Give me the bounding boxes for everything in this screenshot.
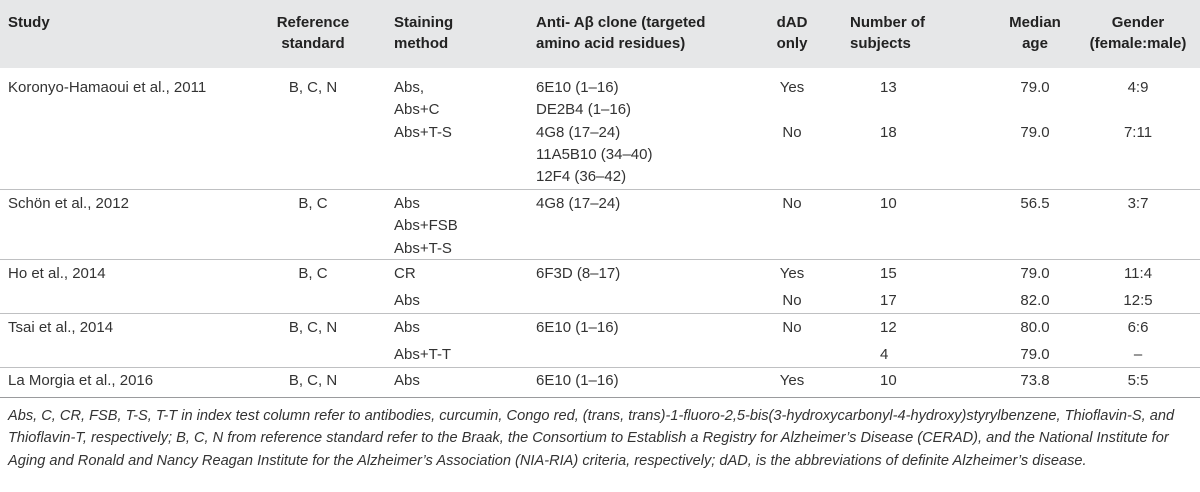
subjects-cell: 10 <box>880 372 897 389</box>
subjects-cell: 13 <box>880 79 897 96</box>
header-median-age <box>990 12 1080 54</box>
clone-line: 4G8 (17–24) <box>536 123 621 141</box>
study-cell: Koronyo-Hamaoui et al., 2011 <box>8 79 207 96</box>
header-line: Number of <box>850 14 925 31</box>
staining-cell: CR <box>394 265 416 282</box>
header-line: Median <box>1009 14 1061 31</box>
reference-cell: B, C, N <box>288 372 338 389</box>
row-divider <box>0 259 1200 260</box>
clone-cell: 6E10 (1–16) <box>536 319 619 336</box>
staining-line: Abs+FSB <box>394 217 458 235</box>
gender-cell: 4:9 <box>1127 79 1149 96</box>
age-cell: 56.5 <box>1020 195 1050 212</box>
staining-line: Abs+C <box>394 101 440 119</box>
header-line: amino acid residues) <box>536 35 686 52</box>
header-line: Gender <box>1111 14 1165 31</box>
reference-cell: B, C, N <box>288 319 338 336</box>
dad-cell: No <box>782 195 802 212</box>
clone-cell: 6F3D (8–17) <box>536 265 621 282</box>
age-cell: 79.0 <box>1020 265 1050 282</box>
header-line: only <box>776 35 808 52</box>
age-cell: 79.0 <box>1020 79 1050 96</box>
subjects-cell: 17 <box>880 292 897 309</box>
staining-cell <box>394 77 524 144</box>
header-line: dAD <box>776 14 808 31</box>
staining-cell: Abs <box>394 372 420 389</box>
header-staining-method <box>394 12 524 54</box>
reference-cell: B, C <box>298 195 328 212</box>
clone-line: 12F4 (36–42) <box>536 168 627 186</box>
staining-line: Abs <box>394 195 420 212</box>
gender-cell: 5:5 <box>1127 372 1149 389</box>
header-reference-standard <box>248 12 378 54</box>
header-line: Reference <box>276 14 350 31</box>
clone-cell: 6E10 (1–16) <box>536 372 619 389</box>
gender-cell: – <box>1133 346 1143 363</box>
staining-line: Abs+T-S <box>394 239 452 257</box>
row-divider <box>0 313 1200 314</box>
staining-cell: Abs+T-T <box>394 346 452 363</box>
dad-cell: Yes <box>779 265 805 282</box>
clone-line: 11A5B10 (34–40) <box>536 145 653 163</box>
gender-cell: 3:7 <box>1127 195 1149 212</box>
subjects-cell: 4 <box>880 346 889 363</box>
header-number-of-subjects <box>850 12 970 54</box>
clone-cell <box>536 77 756 188</box>
reference-cell: B, C <box>298 265 328 282</box>
study-cell: La Morgia et al., 2016 <box>8 372 154 389</box>
table-bottom-rule <box>0 397 1200 398</box>
dad-cell: No <box>782 292 802 309</box>
row-divider <box>0 189 1200 190</box>
header-line: subjects <box>850 35 911 52</box>
table-footnote: Abs, C, CR, FSB, T-S, T-T in index test column refer to antibodies, curcumin, Congo red, (trans, trans)-1-fluoro-2,5-bis(3-hydroxycarbonyl-4-hydroxy)styrylbenzene, Thioflavin-S, and Thioflavin-T, respectively; B, C, N from reference standard refer to the Braak, the Consortium to Establish a Registry for Alzheimer’s Disease (CERAD), and the National Institute for Aging and Ronald and Nancy Reagan Institute for the Alzheimer’s Association (NIA-RIA) criteria, respectively; dAD, is the abbreviations of definite Alzheimer’s disease. <box>8 408 1175 469</box>
header-line: method <box>394 35 449 52</box>
dad-cell: No <box>782 319 802 336</box>
dad-cell: Yes <box>779 372 805 389</box>
gender-cell: 6:6 <box>1127 319 1149 336</box>
header-line: standard <box>281 35 345 52</box>
age-cell: 79.0 <box>1020 124 1050 141</box>
subjects-cell: 10 <box>880 195 897 212</box>
staining-cell: Abs <box>394 319 420 336</box>
age-cell: 73.8 <box>1020 372 1050 389</box>
header-line: Staining <box>394 14 454 31</box>
table-header <box>0 0 1200 68</box>
header-line: age <box>1022 35 1048 52</box>
dad-cell: No <box>782 124 802 141</box>
age-cell: 80.0 <box>1020 319 1050 336</box>
row-divider <box>0 367 1200 368</box>
clone-cell: 4G8 (17–24) <box>536 195 621 212</box>
study-cell: Tsai et al., 2014 <box>8 319 114 336</box>
staining-line: Abs+T-S <box>394 123 452 141</box>
header-dad-only <box>752 12 832 54</box>
header-gender <box>1080 12 1196 54</box>
gender-cell: 12:5 <box>1123 292 1153 309</box>
staining-line: Abs, <box>394 79 425 96</box>
reference-cell: B, C, N <box>288 79 338 96</box>
study-cell: Schön et al., 2012 <box>8 195 129 212</box>
gender-cell: 11:4 <box>1123 265 1153 282</box>
header-line: Anti- Aβ clone (targeted <box>536 14 706 31</box>
dad-cell: Yes <box>779 79 805 96</box>
clone-line: 6E10 (1–16) <box>536 79 619 96</box>
staining-cell <box>394 193 524 260</box>
study-cell: Ho et al., 2014 <box>8 265 106 282</box>
header-study <box>8 12 238 33</box>
gender-cell: 7:11 <box>1123 124 1153 141</box>
subjects-cell: 15 <box>880 265 897 282</box>
header-anti-abeta-clone <box>536 12 756 54</box>
staining-cell: Abs <box>394 292 420 309</box>
header-line: (female:male) <box>1089 35 1187 52</box>
header-line: Study <box>8 14 50 31</box>
subjects-cell: 18 <box>880 124 897 141</box>
age-cell: 82.0 <box>1020 292 1050 309</box>
age-cell: 79.0 <box>1020 346 1050 363</box>
subjects-cell: 12 <box>880 319 897 336</box>
clone-line: DE2B4 (1–16) <box>536 101 632 119</box>
